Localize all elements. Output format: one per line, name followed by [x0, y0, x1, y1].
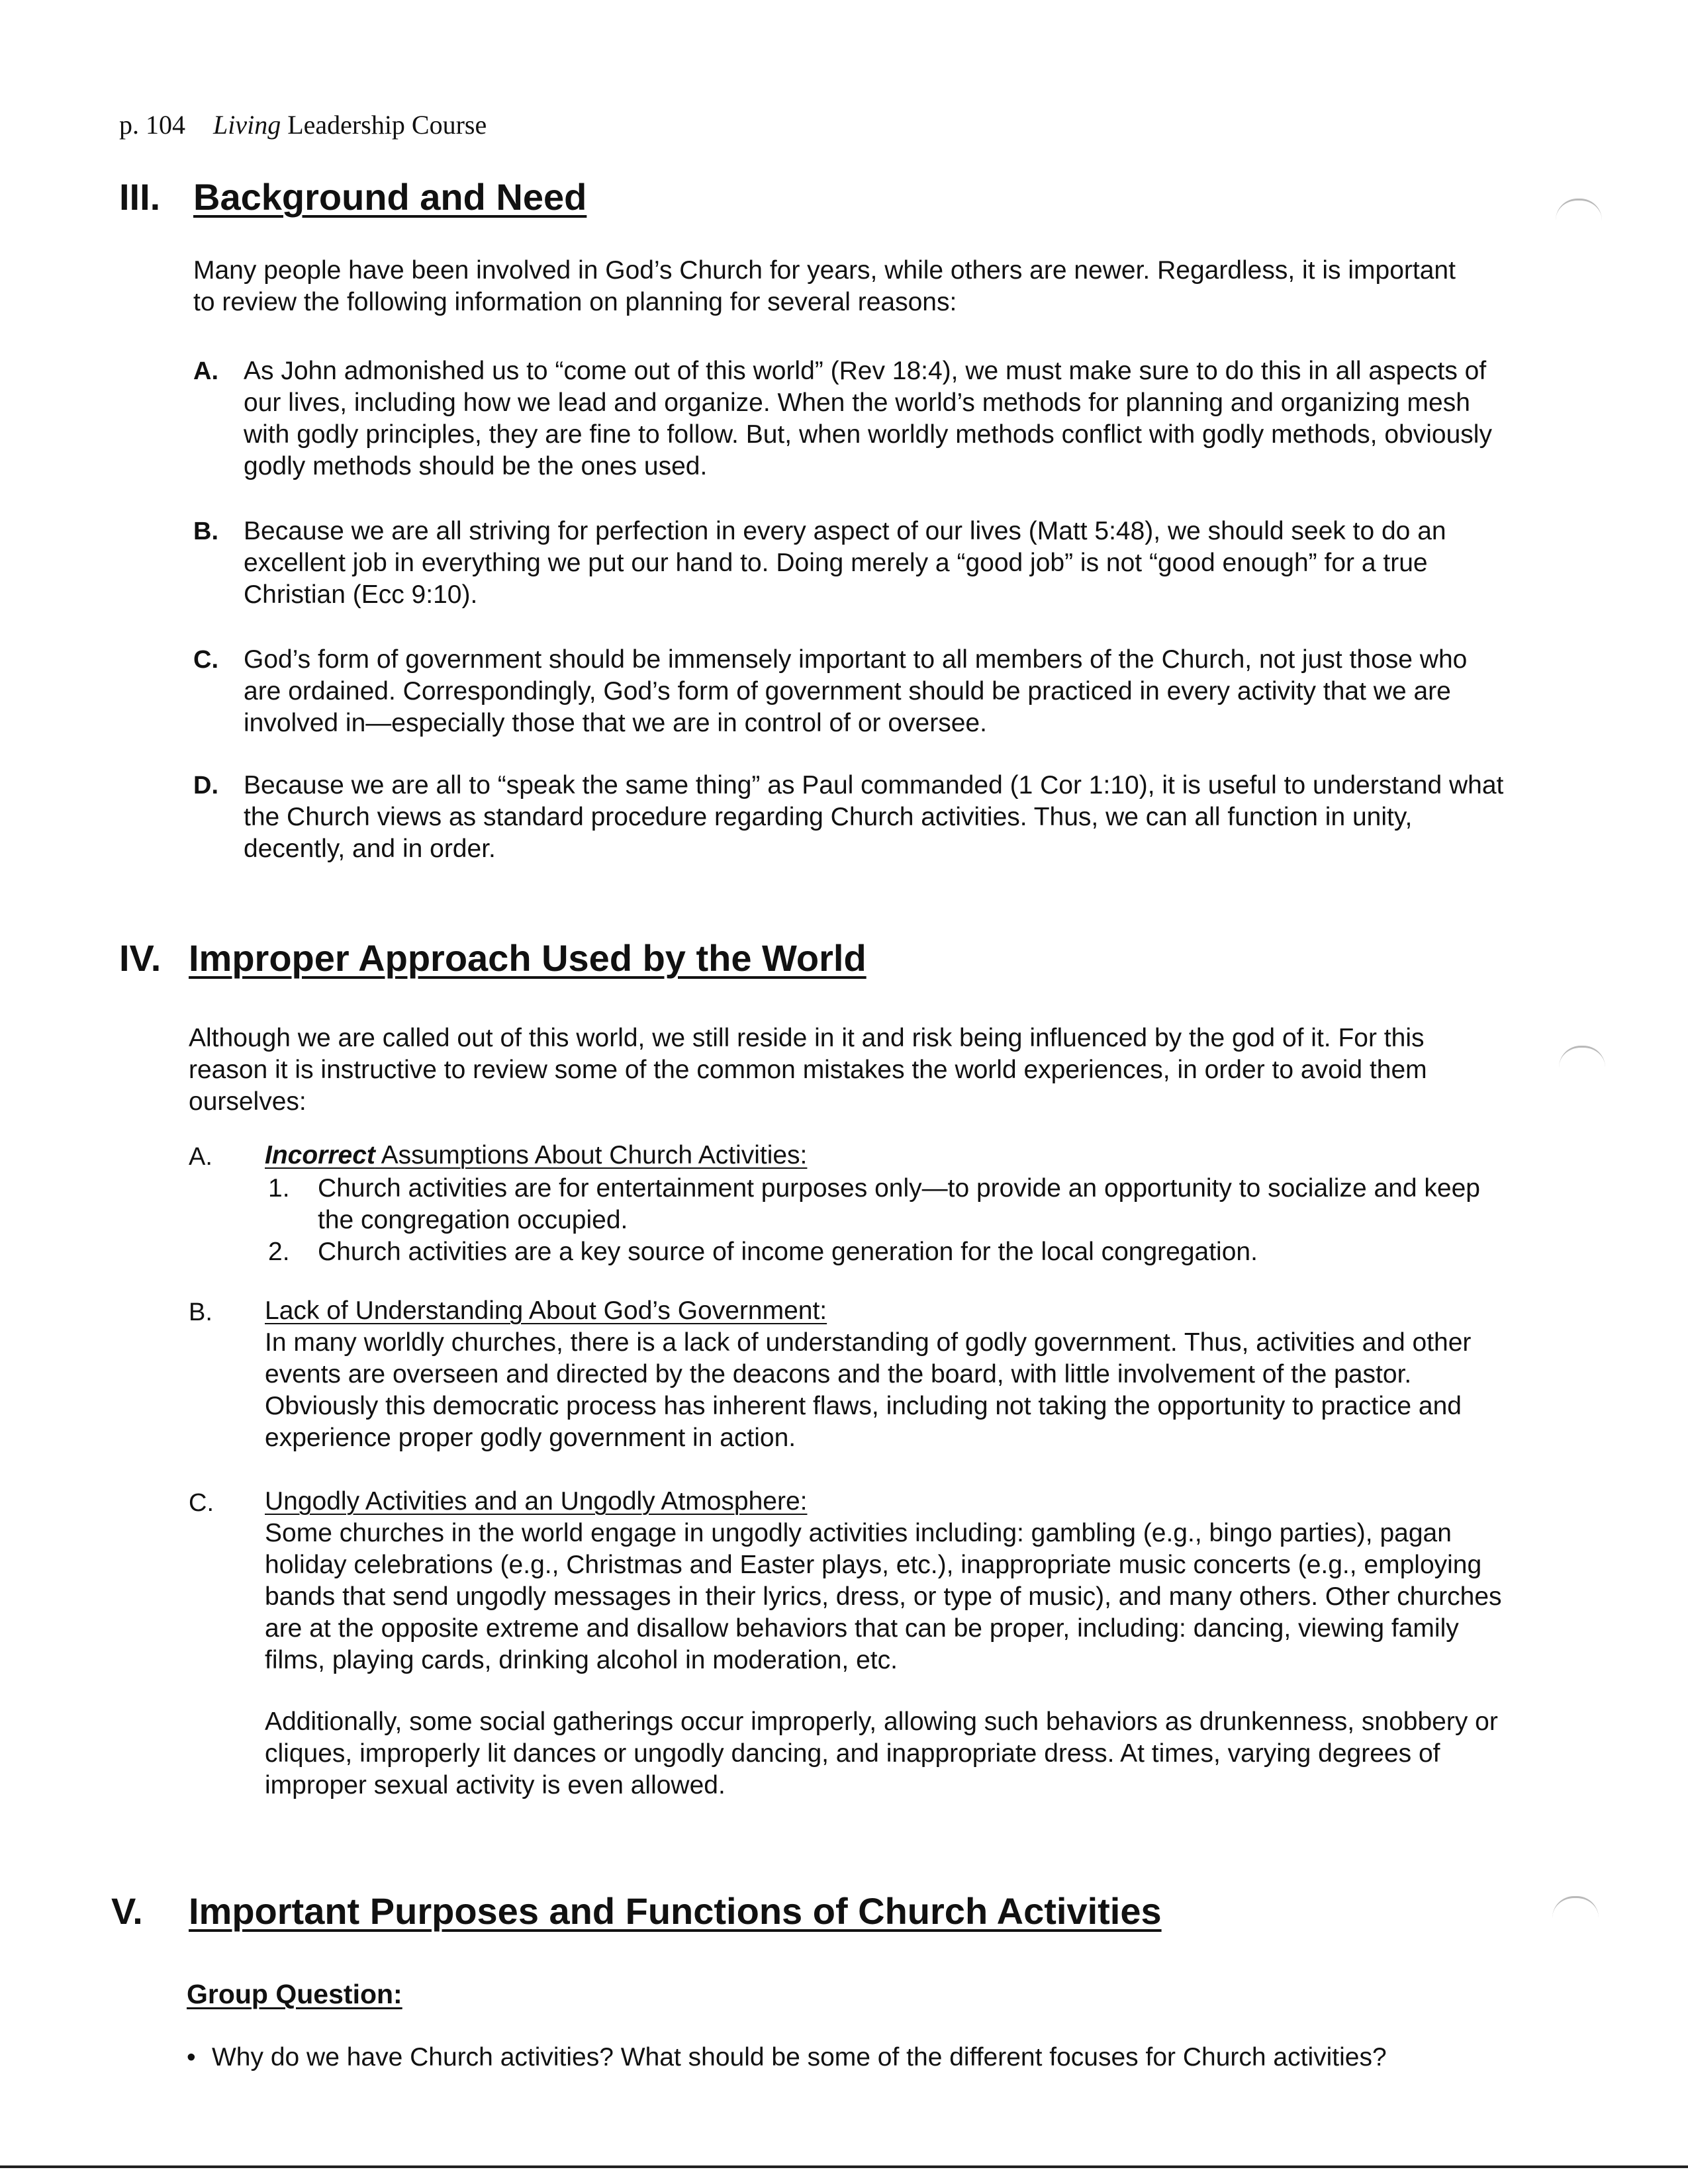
course-title: Leadership Course	[281, 110, 487, 140]
section-3-item-d-text: Because we are all to “speak the same thing” as Paul commanded (1 Cor 1:10), it is useful to understand what the Church views as standard procedure regarding Church activities. Thus, we can all function in unity, decently, and in order.	[244, 771, 1504, 863]
section-4-item-c-text-1: Some churches in the world engage in ungodly activities including: gambling (e.g., bingo parties), pagan holiday celebrations (e.g., Christmas and Easter plays, etc.), inappropriate music concerts (e.g., employing bands that send ungodly messages in their lyrics, dress, or type of music), and many others. Other churches are at the opposite extreme and disallow behaviors that can be proper, including: dancing, viewing family films, playing cards, drinking alcohol in moderation, etc.	[265, 1519, 1502, 1674]
section-3-item-b-text: Because we are all striving for perfection in every aspect of our lives (Matt 5:48), we should seek to do an excellent job in everything we put our hand to. Doing merely a “good job” is not “good enough” for a true Christian (Ecc 9:10).	[244, 517, 1446, 609]
section-4-item-a-point-1-number: 1.	[268, 1174, 290, 1203]
section-4-item-b-letter: B.	[189, 1298, 212, 1326]
section-4-item-a-heading	[265, 1140, 807, 1171]
hole-punch-mark	[1556, 199, 1602, 220]
bullet-icon: •	[187, 2043, 196, 2071]
section-3-item-d-letter: D.	[193, 772, 218, 799]
section-4-item-b-text: In many worldly churches, there is a lack of understanding of godly government. Thus, activities and other events are overseen and directed by the deacons and the board, with little involvement of the pastor. Obviously this democratic process has inherent flaws, including not taking the opportunity to practice and experience proper godly government in action.	[265, 1328, 1472, 1452]
section-3-intro: Many people have been involved in God’s Church for years, while others are newer. Regardless, it is important to review the following information on planning for several reasons:	[193, 256, 1456, 316]
section-3-item-b-letter: B.	[193, 518, 218, 545]
section-4-intro: Although we are called out of this world, we still reside in it and risk being influenced by the god of it. For this reason it is instructive to review some of the common mistakes the world experiences, in order to avoid them ourselves:	[189, 1024, 1427, 1116]
section-4-item-b-heading: Lack of Understanding About God’s Government:	[265, 1297, 827, 1325]
section-4-item-a-point-2-text: Church activities are a key source of income generation for the local congregation.	[318, 1238, 1258, 1266]
hole-punch-mark	[1559, 1046, 1605, 1068]
section-4-item-a-heading-rest: Assumptions About Church Activities:	[375, 1141, 808, 1169]
section-5-number: V.	[111, 1890, 143, 1932]
section-4-item-a-heading-emph: Incorrect	[265, 1141, 375, 1169]
section-3-item-c-letter: C.	[193, 646, 218, 674]
section-4-item-a-letter: A.	[189, 1143, 212, 1171]
page-header	[119, 109, 487, 140]
section-4-item-c-text-2: Additionally, some social gatherings occur improperly, allowing such behaviors as drunkenness, snobbery or cliques, improperly lit dances or ungodly dancing, and inappropriate dress. At times, varying degrees of improper sexual activity is even allowed.	[265, 1707, 1498, 1799]
section-4-item-c-letter: C.	[189, 1489, 214, 1517]
page-number: p. 104	[119, 110, 185, 140]
section-4-item-a-point-2-number: 2.	[268, 1238, 290, 1266]
section-3-item-a-text: As John admonished us to “come out of this world” (Rev 18:4), we must make sure to do this in all aspects of our lives, including how we lead and organize. When the world’s methods for planning and organizing mesh with godly principles, they are fine to follow. But, when worldly methods conflict with godly methods, obviously godly methods should be the ones used.	[244, 357, 1492, 480]
course-title-italic: Living	[213, 110, 281, 140]
group-question-bullet: Why do we have Church activities? What should be some of the different focuses for Church activities?	[212, 2043, 1387, 2071]
section-4-item-c-heading: Ungodly Activities and an Ungodly Atmosphere:	[265, 1487, 808, 1516]
section-4-title: Improper Approach Used by the World	[189, 937, 867, 979]
section-5-title: Important Purposes and Functions of Church Activities	[189, 1890, 1162, 1932]
section-4-number: IV.	[119, 937, 162, 979]
section-4-item-a-point-1-text: Church activities are for entertainment purposes only—to provide an opportunity to socialize and keep the congregation occupied.	[318, 1174, 1480, 1234]
section-3-item-a-letter: A.	[193, 357, 218, 385]
group-question-label: Group Question:	[187, 1979, 402, 2009]
hole-punch-mark	[1552, 1896, 1599, 1918]
section-3-number: III.	[119, 176, 161, 218]
section-3-item-c-text: God’s form of government should be immensely important to all members of the Church, not just those who are ordained. Correspondingly, God’s form of government should be practiced in every activity that we are involved in—especially those that we are in control of or oversee.	[244, 645, 1468, 737]
bottom-rule	[0, 2165, 1688, 2168]
section-3-title: Background and Need	[193, 176, 587, 218]
